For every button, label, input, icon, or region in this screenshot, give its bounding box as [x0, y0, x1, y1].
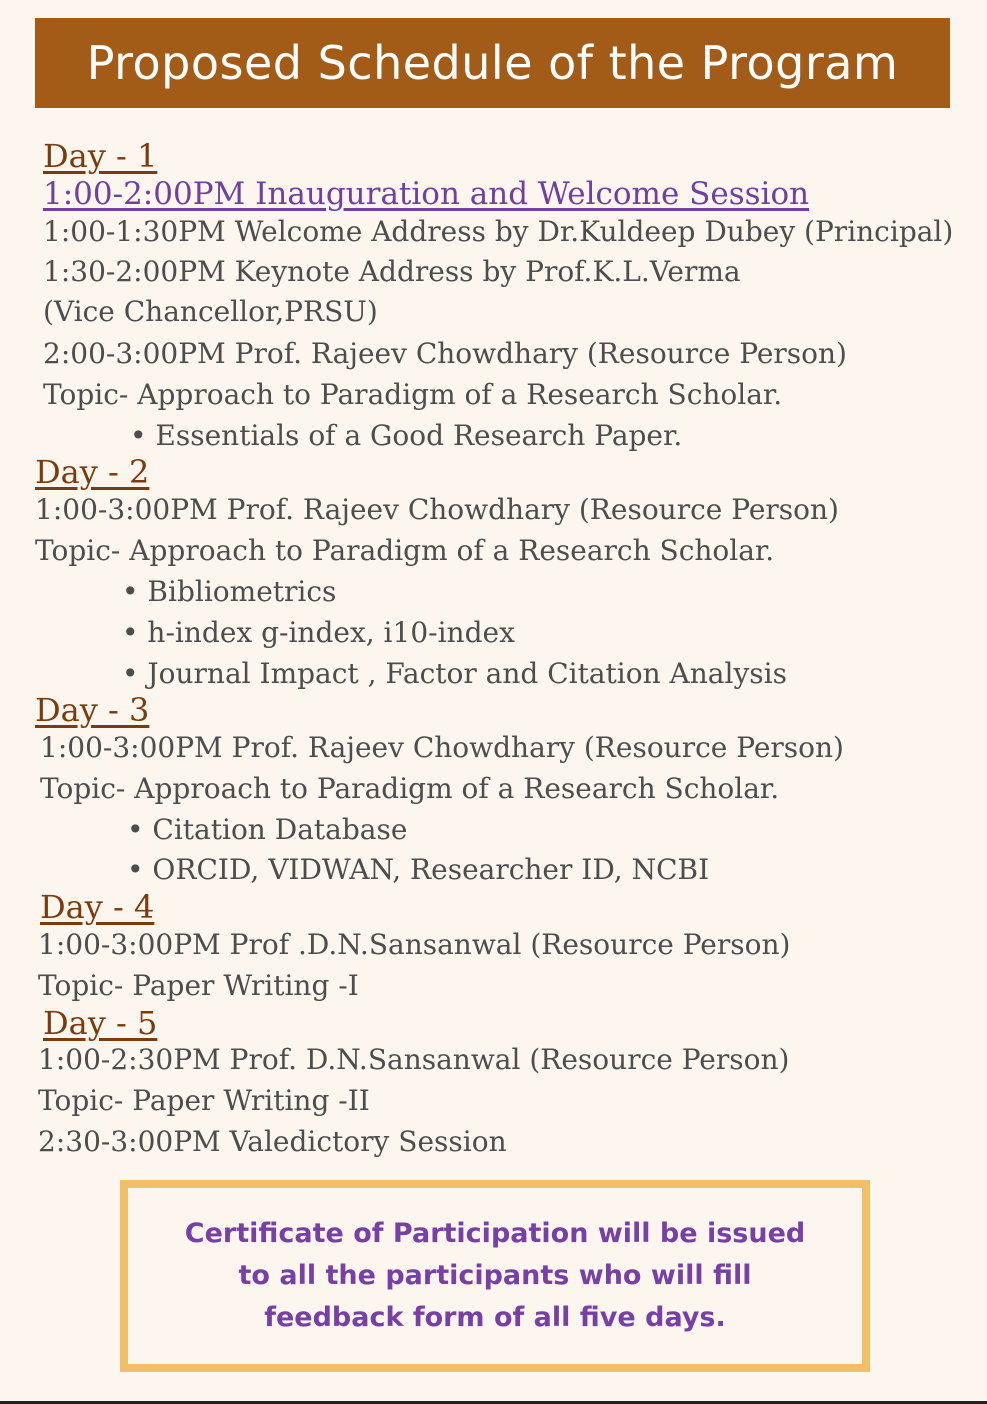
day-1-bullet: • Essentials of a Good Research Paper. — [130, 416, 682, 456]
day-1-keynote-cont: (Vice Chancellor,PRSU) — [43, 295, 378, 328]
day-1-heading: Day - 1 — [43, 137, 158, 175]
day-4-speaker: 1:00-3:00PM Prof .D.N.Sansanwal (Resource Person) — [38, 928, 791, 961]
day-5-topic: Topic- Paper Writing -II — [38, 1084, 370, 1117]
day-3-topic: Topic- Approach to Paradigm of a Research Scholar. — [40, 772, 780, 805]
day-1-session: 1:00-2:00PM Inauguration and Welcome Session — [43, 176, 810, 212]
certificate-line: to all the participants who will fill — [238, 1260, 752, 1291]
day-2-bullet: • Journal Impact , Factor and Citation Analysis — [122, 654, 787, 694]
day-2-bullet: • h-index g-index, i10-index — [122, 613, 515, 653]
day-1-topic: Topic- Approach to Paradigm of a Research Scholar. — [43, 378, 783, 411]
day-2-topic: Topic- Approach to Paradigm of a Research Scholar. — [35, 534, 775, 567]
day-3-bullet: • ORCID, VIDWAN, Researcher ID, NCBI — [127, 850, 709, 890]
day-3-bullet: • Citation Database — [127, 810, 407, 850]
day-1-welcome: 1:00-1:30PM Welcome Address by Dr.Kuldeep Dubey (Principal) — [43, 215, 954, 248]
day-2-speaker: 1:00-3:00PM Prof. Rajeev Chowdhary (Resource Person) — [35, 493, 839, 526]
day-1-keynote: 1:30-2:00PM Keynote Address by Prof.K.L.Verma — [43, 255, 741, 288]
day-5-speaker: 1:00-2:30PM Prof. D.N.Sansanwal (Resource Person) — [38, 1043, 790, 1076]
day-4-topic: Topic- Paper Writing -I — [38, 969, 359, 1002]
certificate-line: feedback form of all five days. — [264, 1302, 726, 1333]
day-3-speaker: 1:00-3:00PM Prof. Rajeev Chowdhary (Resource Person) — [40, 731, 844, 764]
day-5-heading: Day - 5 — [43, 1004, 158, 1042]
page-title: Proposed Schedule of the Program — [35, 18, 950, 108]
day-2-heading: Day - 2 — [35, 453, 150, 491]
day-5-valedictory: 2:30-3:00PM Valedictory Session — [38, 1125, 507, 1158]
certificate-line: Certificate of Participation will be issued — [184, 1218, 806, 1249]
day-1-speaker: 2:00-3:00PM Prof. Rajeev Chowdhary (Resource Person) — [43, 337, 847, 370]
day-2-bullet: • Bibliometrics — [122, 572, 336, 612]
certificate-notice — [120, 1180, 870, 1372]
day-4-heading: Day - 4 — [40, 888, 155, 926]
day-3-heading: Day - 3 — [35, 691, 150, 729]
